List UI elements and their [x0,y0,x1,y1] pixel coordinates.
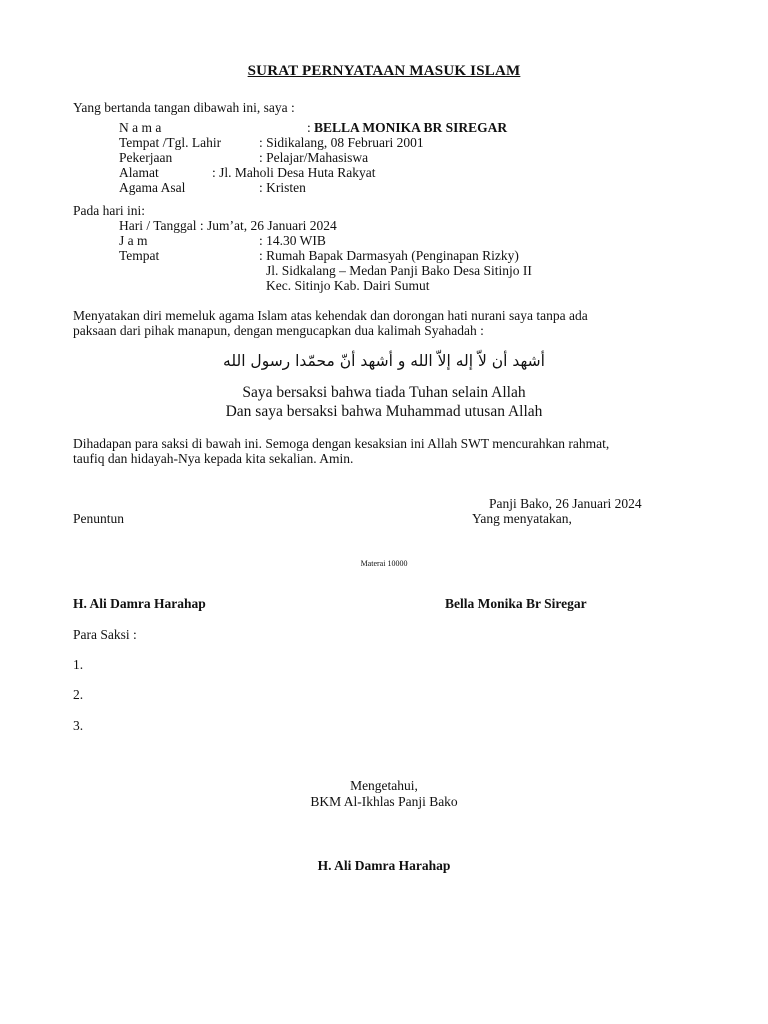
saksi-heading: Para Saksi : [73,627,137,642]
tempat-line-3: Kec. Sitinjo Kab. Dairi Sumut [266,278,430,293]
mengetahui-label: Mengetahui, [350,778,418,793]
alamat-value: : Jl. Maholi Desa Huta Rakyat [212,165,376,180]
tempat-line-1: : Rumah Bapak Darmasyah (Penginapan Rizky) [259,248,519,263]
tempat-label: Tempat [119,248,160,263]
nama-label: N a m a [119,120,162,135]
saksi-3: 3. [73,718,84,733]
pekerjaan-value: : Pelajar/Mahasiswa [259,150,369,165]
materai-label: Materai 10000 [360,559,408,568]
tempat-line-2: Jl. Sidkalang – Medan Panji Bako Desa Sitinjo II [266,263,532,278]
intro-text: Yang bertanda tangan dibawah ini, saya : [73,100,295,115]
penuntun-label: Penuntun [73,511,125,526]
closing-line-2: taufiq dan hidayah-Nya kepada kita sekalian. Amin. [73,451,354,466]
jam-label: J a m [119,233,148,248]
shahada-arabic: أشهد أن لاّ إله إلاّ الله و أشهد أنّ محمّدا رسول الله [223,352,545,370]
hari-tanggal-line: Hari / Tanggal : Jum’at, 26 Januari 2024 [119,218,337,233]
alamat-label: Alamat [119,165,159,180]
ttl-value: : Sidikalang, 08 Februari 2001 [259,135,424,150]
ttl-label: Tempat /Tgl. Lahir [119,135,222,150]
document-title: SURAT PERNYATAAN MASUK ISLAM [247,63,521,79]
shahada-line-1: Saya bersaksi bahwa tiada Tuhan selain Allah [242,384,526,401]
bkm-label: BKM Al-Ikhlas Panji Bako [310,794,458,809]
jam-value: : 14.30 WIB [259,233,326,248]
event-heading: Pada hari ini: [73,203,145,218]
saksi-2: 2. [73,687,84,702]
pekerjaan-label: Pekerjaan [119,150,173,165]
statement-line-1: Menyatakan diri memeluk agama Islam atas kehendak dan dorongan hati nurani saya tanpa ada [73,308,588,323]
bkm-signatory-name: H. Ali Damra Harahap [317,858,451,873]
nama-separator: : [307,120,311,135]
place-date: Panji Bako, 26 Januari 2024 [489,496,642,511]
shahada-line-2: Dan saya bersaksi bahwa Muhammad utusan Allah [225,403,543,420]
penuntun-name: H. Ali Damra Harahap [73,596,206,611]
declarant-name: Bella Monika Br Siregar [445,596,587,611]
closing-line-1: Dihadapan para saksi di bawah ini. Semoga dengan kesaksian ini Allah SWT mencurahkan rahmat, [73,436,610,451]
nama-value: BELLA MONIKA BR SIREGAR [314,120,508,135]
agama-label: Agama Asal [119,180,186,195]
statement-line-2: paksaan dari pihak manapun, dengan mengucapkan dua kalimah Syahadah : [73,323,484,338]
saksi-1: 1. [73,657,84,672]
menyatakan-label: Yang menyatakan, [472,511,572,526]
agama-value: : Kristen [259,180,306,195]
